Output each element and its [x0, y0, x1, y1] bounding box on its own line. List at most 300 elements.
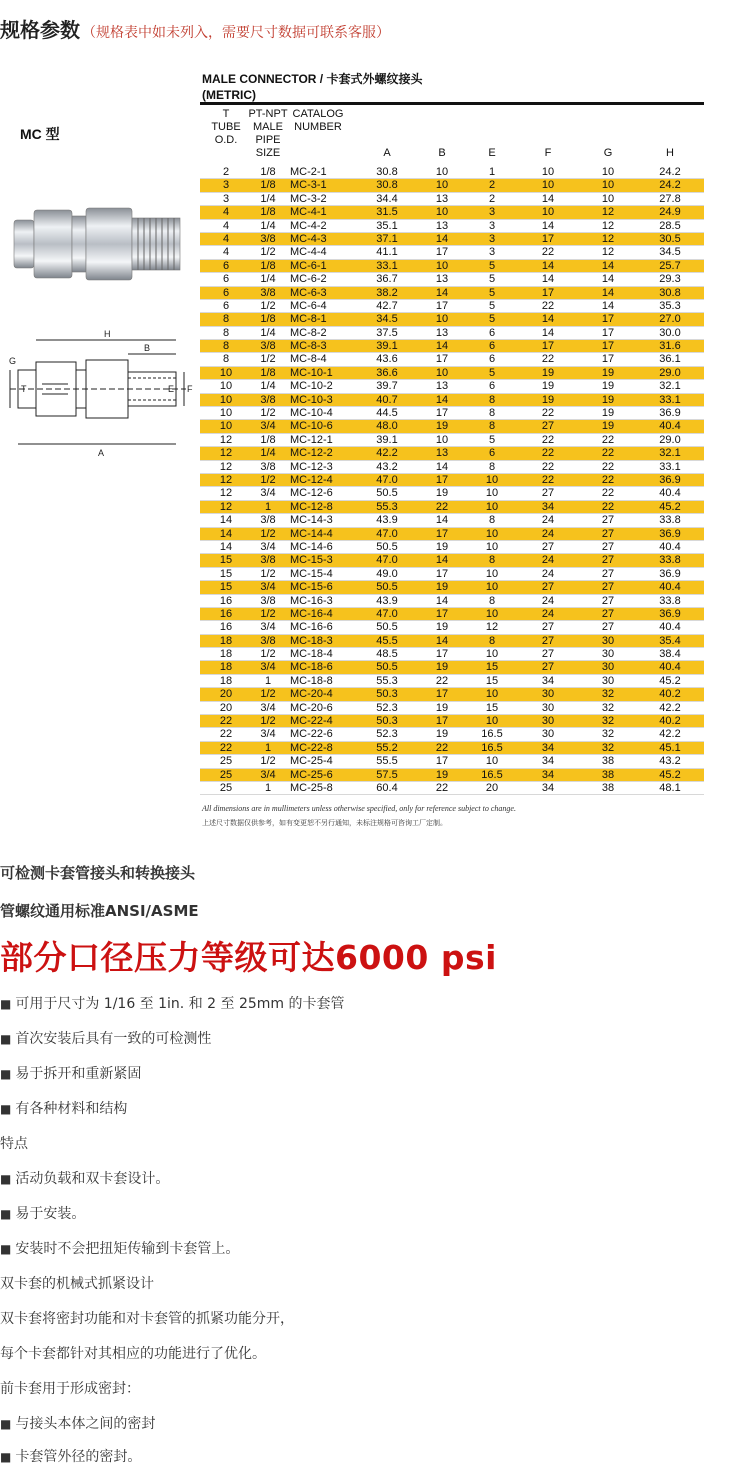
design-paragraph-2: 每个卡套都针对其相应的功能进行了优化。 — [0, 1346, 266, 1362]
table-cell: 3 — [488, 219, 496, 232]
table-cell: 22 — [435, 674, 449, 687]
table-row — [200, 260, 704, 273]
table-cell: MC-15-3 — [290, 554, 333, 567]
design-paragraph-1: 双卡套将密封功能和对卡套管的抓紧功能分开， — [0, 1311, 294, 1327]
table-cell: 17 — [435, 755, 449, 768]
table-cell: 6 — [488, 326, 496, 339]
table-cell: MC-12-4 — [290, 473, 333, 486]
table-cell: 10 — [435, 433, 449, 446]
table-cell: 8 — [488, 393, 496, 406]
table-cell: 2 — [488, 179, 496, 192]
table-cell: 1/4 — [260, 326, 276, 339]
table-cell: 22 — [601, 460, 615, 473]
table-cell: 3 — [222, 192, 230, 205]
features-title: 特点 — [0, 1136, 28, 1152]
table-cell: 17 — [435, 353, 449, 366]
table-cell: 30 — [601, 634, 615, 647]
table-cell: MC-20-6 — [290, 701, 333, 714]
table-cell: 30 — [601, 674, 615, 687]
table-cell: 12 — [219, 460, 233, 473]
table-cell: 1/2 — [260, 567, 276, 580]
dim-label-a: A — [98, 448, 105, 458]
table-cell: 14 — [601, 273, 615, 286]
bullet-item: ■ 可用于尺寸为 1/16 至 1in. 和 2 至 25mm 的卡套管 — [0, 996, 345, 1012]
table-cell: 37.5 — [376, 326, 398, 339]
table-row — [200, 407, 704, 420]
bullet-item: ■ 易于拆开和重新紧固 — [0, 1066, 142, 1082]
table-cell: 15 — [485, 701, 499, 714]
table-cell: 24 — [541, 554, 555, 567]
table-cell: 33.8 — [659, 594, 681, 607]
table-cell: MC-14-4 — [290, 527, 333, 540]
table-cell: 34 — [541, 500, 555, 513]
table-cell: 50.5 — [376, 581, 398, 594]
table-cell: 42.2 — [376, 447, 398, 460]
table-cell: 27 — [541, 540, 555, 553]
table-cell: 35.4 — [659, 634, 681, 647]
table-row — [200, 233, 704, 246]
table-cell: 40.4 — [659, 420, 681, 433]
table-note-english: All dimensions are in mullimeters unless otherwise specified, only for reference subject to change. — [202, 804, 516, 813]
table-cell: 15 — [219, 554, 233, 567]
page-subtitle: （规格表中如未列入，需要尺寸数据可联系客服） — [82, 25, 390, 41]
table-cell: MC-12-1 — [290, 433, 333, 446]
table-cell: MC-25-6 — [290, 768, 333, 781]
table-cell: 10 — [435, 179, 449, 192]
table-cell: 27 — [601, 621, 615, 634]
table-cell: 36.6 — [376, 366, 398, 379]
table-cell: 50.5 — [376, 661, 398, 674]
table-cell: 17 — [435, 473, 449, 486]
table-row — [200, 420, 704, 433]
table-cell: 36.9 — [659, 473, 681, 486]
table-cell: 10 — [435, 259, 449, 272]
table-cell: 30 — [541, 701, 555, 714]
table-cell: 10 — [541, 206, 555, 219]
table-row — [200, 514, 704, 527]
table-cell: 30.8 — [376, 179, 398, 192]
table-row — [200, 246, 704, 259]
table-cell: 3/4 — [260, 487, 276, 500]
table-cell: 14 — [541, 326, 555, 339]
table-cell: 27.8 — [659, 192, 681, 205]
table-cell: 19 — [435, 701, 449, 714]
table-row — [200, 447, 704, 460]
table-cell: 13 — [435, 192, 449, 205]
table-cell: 8 — [488, 514, 496, 527]
table-cell: 20 — [219, 688, 233, 701]
table-cell: 1/8 — [260, 433, 276, 446]
table-cell: 4 — [222, 246, 230, 259]
table-cell: 30.0 — [659, 326, 681, 339]
table-row — [200, 621, 704, 634]
table-cell: 39.1 — [376, 340, 398, 353]
table-cell: 55.5 — [376, 755, 398, 768]
table-cell: 6 — [488, 340, 496, 353]
table-cell: 19 — [435, 768, 449, 781]
table-cell: 15 — [485, 674, 499, 687]
table-cell: 10 — [485, 581, 499, 594]
dim-label-h: H — [104, 329, 111, 339]
table-cell: 8 — [488, 594, 496, 607]
table-cell: 25 — [219, 755, 233, 768]
table-cell: 1 — [264, 500, 272, 513]
table-row — [200, 206, 704, 219]
table-cell: 50.3 — [376, 688, 398, 701]
col-header-e: E — [488, 147, 496, 159]
table-cell: 10 — [541, 179, 555, 192]
table-cell: 40.4 — [659, 581, 681, 594]
table-cell: 22 — [601, 433, 615, 446]
table-cell: MC-25-8 — [290, 781, 333, 794]
table-cell: 30.5 — [659, 232, 681, 245]
table-cell: MC-10-2 — [290, 380, 333, 393]
table-cell: 1/8 — [260, 313, 276, 326]
table-cell: 13 — [435, 219, 449, 232]
table-cell: 22 — [601, 473, 615, 486]
table-row — [200, 300, 704, 313]
table-cell: 38 — [601, 768, 615, 781]
table-row — [200, 166, 704, 179]
table-cell: 12 — [601, 206, 615, 219]
table-cell: 17 — [601, 340, 615, 353]
table-cell: 33.8 — [659, 554, 681, 567]
table-cell: 40.4 — [659, 487, 681, 500]
table-cell: 17 — [435, 607, 449, 620]
table-cell: 27 — [541, 661, 555, 674]
col-header-f: F — [544, 147, 552, 159]
table-cell: 24 — [541, 567, 555, 580]
table-cell: 25 — [219, 768, 233, 781]
table-row — [200, 675, 704, 688]
table-cell: 6 — [222, 286, 230, 299]
table-cell: 19 — [435, 728, 449, 741]
table-cell: 6 — [222, 299, 230, 312]
table-cell: 22 — [219, 741, 233, 754]
table-cell: 13 — [435, 447, 449, 460]
table-cell: 1/8 — [260, 206, 276, 219]
table-cell: 17 — [601, 313, 615, 326]
table-cell: MC-2-1 — [290, 166, 327, 178]
table-cell: 42.2 — [659, 728, 681, 741]
table-cell: 3/8 — [260, 460, 276, 473]
table-cell: MC-12-2 — [290, 447, 333, 460]
table-cell: 3 — [222, 179, 230, 192]
table-cell: 18 — [219, 648, 233, 661]
table-cell: 1/4 — [260, 192, 276, 205]
table-cell: 24 — [541, 527, 555, 540]
table-row — [200, 728, 704, 741]
table-row — [200, 769, 704, 782]
table-cell: 12 — [601, 232, 615, 245]
table-cell: 32.1 — [659, 447, 681, 460]
table-cell: 45.2 — [659, 500, 681, 513]
table-cell: 17 — [541, 232, 555, 245]
table-cell: 35.1 — [376, 219, 398, 232]
table-cell: 14 — [219, 527, 233, 540]
table-cell: 3/4 — [260, 728, 276, 741]
dim-label-b: B — [144, 343, 151, 353]
table-cell: 43.9 — [376, 594, 398, 607]
table-cell: 1/2 — [260, 246, 276, 259]
table-cell: 16 — [219, 607, 233, 620]
table-cell: 25 — [219, 781, 233, 794]
bullet-item: ■ 安装时不会把扭矩传输到卡套管上。 — [0, 1241, 240, 1257]
table-cell: 15 — [485, 661, 499, 674]
table-cell: 43.2 — [659, 755, 681, 768]
table-cell: 1/8 — [260, 166, 276, 178]
table-cell: 19 — [601, 366, 615, 379]
table-cell: 22 — [601, 500, 615, 513]
table-row — [200, 661, 704, 674]
table-row — [200, 568, 704, 581]
table-cell: MC-4-3 — [290, 232, 327, 245]
table-cell: 10 — [435, 166, 449, 178]
table-cell: 27 — [541, 648, 555, 661]
table-cell: 40.2 — [659, 688, 681, 701]
table-cell: 17 — [541, 340, 555, 353]
table-cell: 19 — [541, 380, 555, 393]
table-cell: 19 — [435, 661, 449, 674]
table-cell: 45.2 — [659, 674, 681, 687]
bullet-item: ■ 有各种材料和结构 — [0, 1101, 128, 1117]
table-cell: 14 — [435, 286, 449, 299]
table-cell: 27 — [541, 581, 555, 594]
table-cell: 3/8 — [260, 554, 276, 567]
table-cell: 15 — [219, 581, 233, 594]
table-cell: MC-18-6 — [290, 661, 333, 674]
table-cell: 20 — [219, 701, 233, 714]
table-cell: 34 — [541, 768, 555, 781]
table-cell: 6 — [488, 447, 496, 460]
table-row — [200, 380, 704, 393]
table-cell: 1/2 — [260, 607, 276, 620]
table-cell: MC-16-6 — [290, 621, 333, 634]
table-cell: 27 — [541, 487, 555, 500]
page-title: 规格参数 — [0, 18, 80, 42]
table-cell: 43.2 — [376, 460, 398, 473]
table-cell: 30.8 — [659, 286, 681, 299]
table-row — [200, 554, 704, 567]
table-cell: 27 — [541, 621, 555, 634]
table-cell: 5 — [488, 313, 496, 326]
table-cell: 38.4 — [659, 648, 681, 661]
table-cell: 49.0 — [376, 567, 398, 580]
table-cell: 12 — [219, 433, 233, 446]
table-cell: 3/8 — [260, 286, 276, 299]
table-row — [200, 220, 704, 233]
table-row — [200, 179, 704, 192]
table-cell: MC-10-3 — [290, 393, 333, 406]
table-cell: MC-8-4 — [290, 353, 327, 366]
table-cell: 24.9 — [659, 206, 681, 219]
col-header-catalog: CATALOG NUMBER — [292, 108, 344, 133]
table-cell: 1/8 — [260, 179, 276, 192]
table-cell: 50.5 — [376, 621, 398, 634]
table-cell: 6 — [488, 380, 496, 393]
table-row — [200, 353, 704, 366]
table-cell: 45.5 — [376, 634, 398, 647]
table-cell: 41.1 — [376, 246, 398, 259]
table-cell: 4 — [222, 219, 230, 232]
table-cell: 10 — [485, 473, 499, 486]
table-cell: 47.0 — [376, 473, 398, 486]
table-cell: 19 — [435, 621, 449, 634]
table-cell: 34.5 — [376, 313, 398, 326]
table-cell: MC-18-4 — [290, 648, 333, 661]
table-cell: 35.3 — [659, 299, 681, 312]
table-cell: MC-4-2 — [290, 219, 327, 232]
table-cell: 33.1 — [376, 259, 398, 272]
table-cell: 40.2 — [659, 715, 681, 728]
table-cell: 48.1 — [659, 781, 681, 794]
table-cell: 2 — [488, 192, 496, 205]
table-cell: 1/8 — [260, 366, 276, 379]
table-cell: 50.3 — [376, 715, 398, 728]
table-rule — [200, 102, 704, 105]
table-row — [200, 340, 704, 353]
table-cell: 30 — [601, 648, 615, 661]
table-cell: MC-8-2 — [290, 326, 327, 339]
table-cell: 10 — [485, 688, 499, 701]
table-cell: 10 — [601, 192, 615, 205]
table-cell: 6 — [488, 353, 496, 366]
table-cell: 3/4 — [260, 661, 276, 674]
table-cell: MC-12-6 — [290, 487, 333, 500]
table-row — [200, 702, 704, 715]
table-cell: 42.7 — [376, 299, 398, 312]
table-cell: 1/2 — [260, 648, 276, 661]
table-cell: 16.5 — [481, 768, 503, 781]
table-cell: 12 — [601, 219, 615, 232]
table-cell: 8 — [488, 460, 496, 473]
table-cell: 1/2 — [260, 755, 276, 768]
table-cell: 30 — [541, 688, 555, 701]
table-cell: 30 — [541, 728, 555, 741]
table-cell: 60.4 — [376, 781, 398, 794]
table-cell: 1/2 — [260, 299, 276, 312]
table-cell: 29.0 — [659, 433, 681, 446]
table-cell: 43.9 — [376, 514, 398, 527]
table-cell: 3/4 — [260, 540, 276, 553]
table-cell: 27 — [601, 581, 615, 594]
table-cell: 36.9 — [659, 527, 681, 540]
table-cell: 1/4 — [260, 273, 276, 286]
table-cell: 57.5 — [376, 768, 398, 781]
table-cell: 12 — [219, 447, 233, 460]
front-ferrule-title: 前卡套用于形成密封： — [0, 1381, 140, 1397]
table-cell: 32.1 — [659, 380, 681, 393]
table-cell: 27 — [601, 540, 615, 553]
table-cell: 30 — [601, 661, 615, 674]
table-cell: 1 — [264, 674, 272, 687]
table-cell: 47.0 — [376, 527, 398, 540]
table-cell: 40.4 — [659, 621, 681, 634]
table-cell: 1 — [488, 166, 496, 178]
table-cell: 5 — [488, 299, 496, 312]
table-cell: 24 — [541, 594, 555, 607]
table-cell: 8 — [488, 420, 496, 433]
table-cell: 22 — [435, 500, 449, 513]
dim-label-t: T — [21, 384, 27, 394]
bullet-item: ■ 首次安装后具有一致的可检测性 — [0, 1031, 212, 1047]
fitting-drawing — [8, 326, 194, 462]
table-cell: 37.1 — [376, 232, 398, 245]
table-cell: 8 — [222, 353, 230, 366]
table-cell: 34 — [541, 741, 555, 754]
table-cell: 27 — [541, 420, 555, 433]
table-cell: 55.2 — [376, 741, 398, 754]
col-header-tube: T TUBE O.D. — [211, 108, 241, 146]
table-cell: MC-16-4 — [290, 607, 333, 620]
table-cell: 13 — [435, 273, 449, 286]
table-cell: 16.5 — [481, 728, 503, 741]
table-cell: 22 — [601, 447, 615, 460]
table-cell: 33.8 — [659, 514, 681, 527]
table-cell: 12 — [219, 487, 233, 500]
table-cell: 45.2 — [659, 768, 681, 781]
bullet-item: ■ 活动负载和双卡套设计。 — [0, 1171, 170, 1187]
table-cell: MC-14-6 — [290, 540, 333, 553]
table-cell: 14 — [435, 554, 449, 567]
table-cell: 27 — [601, 567, 615, 580]
table-cell: MC-14-3 — [290, 514, 333, 527]
table-cell: 55.3 — [376, 674, 398, 687]
table-row — [200, 367, 704, 380]
table-cell: 3/8 — [260, 232, 276, 245]
table-cell: 14 — [541, 313, 555, 326]
table-cell: 27.0 — [659, 313, 681, 326]
table-cell: MC-4-4 — [290, 246, 327, 259]
table-cell: 5 — [488, 273, 496, 286]
table-title-line1: MALE CONNECTOR / 卡套式外螺纹接头 — [202, 72, 423, 86]
table-row — [200, 394, 704, 407]
table-cell: 14 — [435, 340, 449, 353]
dim-label-g: G — [9, 356, 17, 366]
table-cell: MC-15-4 — [290, 567, 333, 580]
table-cell: 5 — [488, 259, 496, 272]
table-cell: 8 — [222, 340, 230, 353]
table-cell: 34 — [541, 781, 555, 794]
table-cell: 8 — [488, 554, 496, 567]
table-cell: 22 — [541, 299, 555, 312]
table-cell: 3/4 — [260, 420, 276, 433]
table-cell: 16 — [219, 621, 233, 634]
table-row — [200, 487, 704, 500]
table-cell: MC-10-4 — [290, 407, 333, 420]
table-cell: 17 — [601, 326, 615, 339]
table-cell: 18 — [219, 674, 233, 687]
table-row — [200, 287, 704, 300]
table-cell: 36.9 — [659, 407, 681, 420]
table-row — [200, 715, 704, 728]
table-row — [200, 755, 704, 768]
table-cell: 14 — [541, 259, 555, 272]
table-cell: 18 — [219, 661, 233, 674]
table-cell: MC-18-8 — [290, 674, 333, 687]
table-cell: 22 — [435, 781, 449, 794]
table-cell: 14 — [435, 594, 449, 607]
table-note-chinese: 上述尺寸数据仅供参考，如有变更恕不另行通知，未标注规格可咨询工厂定制。 — [202, 819, 447, 827]
table-cell: 27 — [601, 607, 615, 620]
table-row — [200, 688, 704, 701]
page-header — [0, 14, 390, 43]
table-cell: MC-22-4 — [290, 715, 333, 728]
table-cell: 29.3 — [659, 273, 681, 286]
table-cell: 22 — [541, 447, 555, 460]
table-cell: 14 — [601, 259, 615, 272]
table-cell: 52.3 — [376, 728, 398, 741]
